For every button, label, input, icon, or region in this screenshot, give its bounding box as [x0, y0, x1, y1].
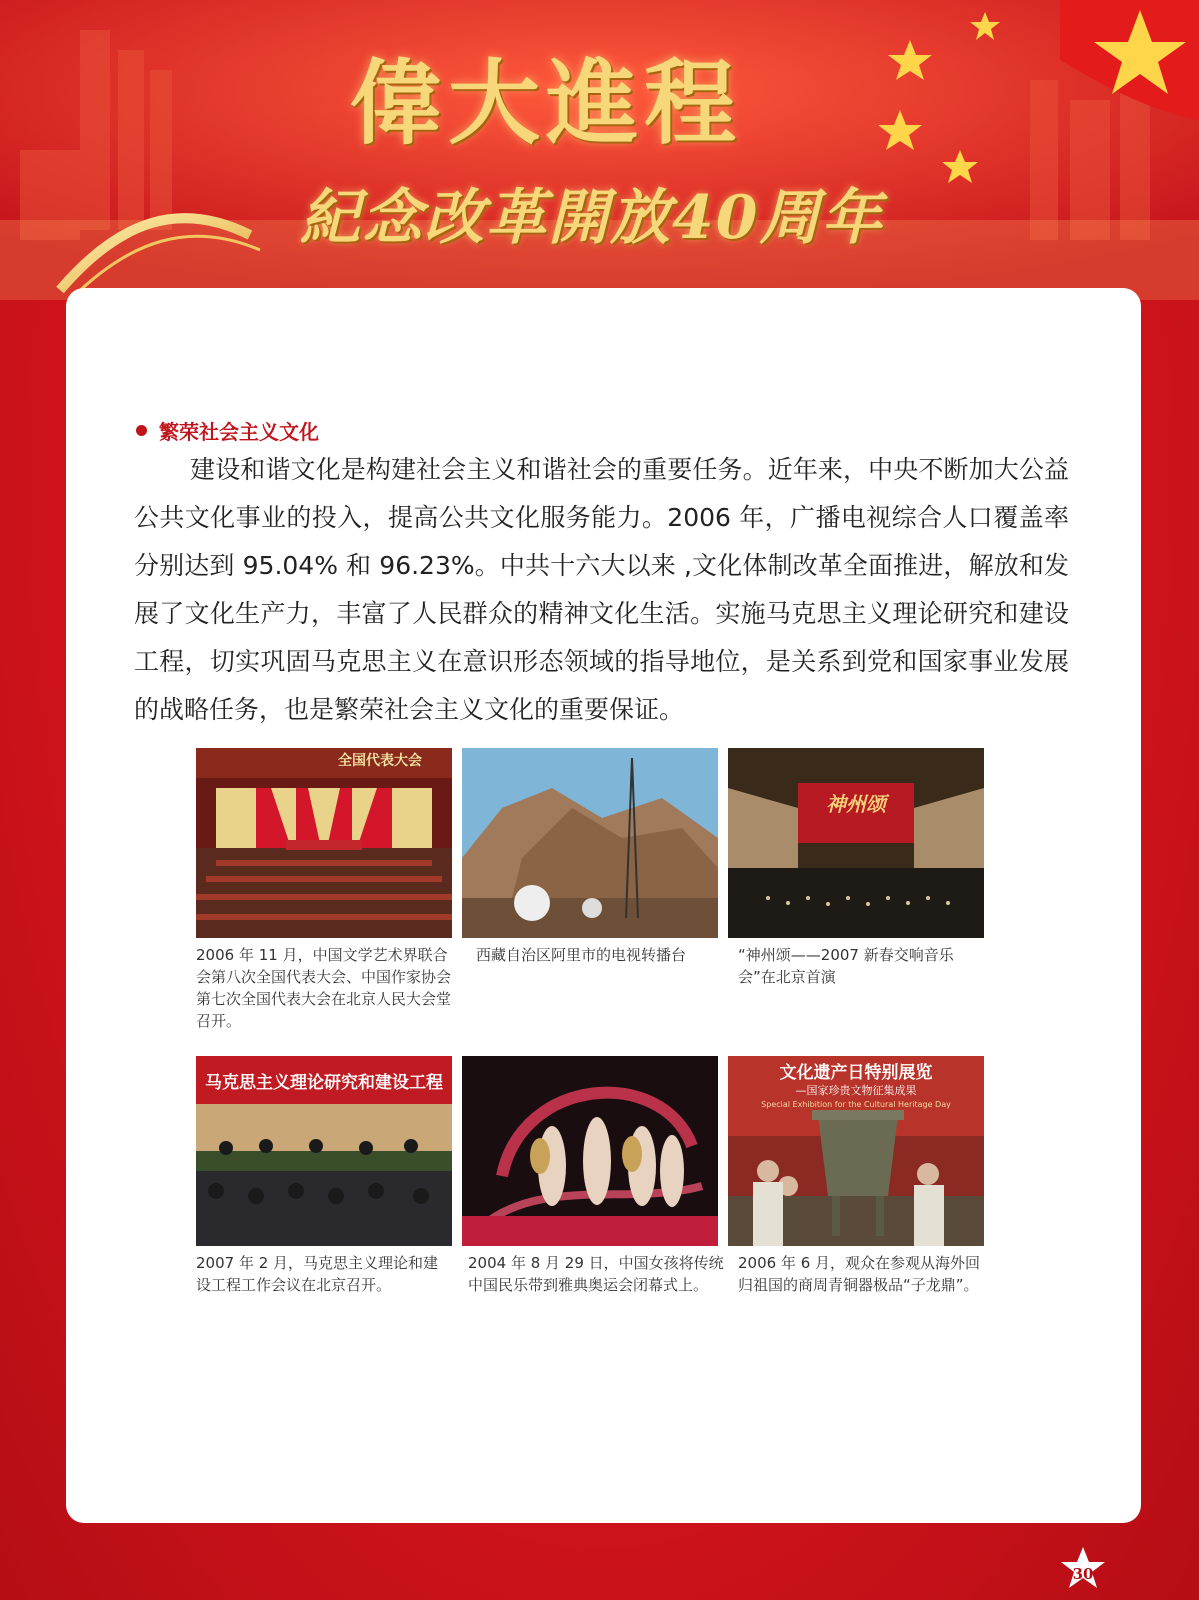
section-header [136, 416, 319, 445]
photo-caption: 2006 年 11 月，中国文学艺术界联合会第八次全国代表大会、中国作家协会第七次全国代表大会在北京人民大会堂召开。 [196, 946, 452, 1030]
photo-caption: “神州颂——2007 新春交响音乐会”在北京首演 [738, 946, 954, 986]
page-number: 30 [1072, 1565, 1094, 1583]
photo-sign-sub: —国家珍贵文物征集成果 [795, 1084, 917, 1097]
concert-hall-photo [728, 748, 984, 938]
photo-caption: 西藏自治区阿里市的电视转播台 [476, 946, 687, 964]
work-conference-photo [196, 1056, 452, 1246]
content-card [66, 288, 1141, 1523]
photo-sign: 全国代表大会 [338, 753, 422, 769]
photo-caption: 2004 年 8 月 29 日，中国女孩将传统中国民乐带到雅典奥运会闭幕式上。 [468, 1254, 724, 1294]
photo-sign-en: Special Exhibition for the Cultural Heritage Day [761, 1100, 951, 1109]
bullet-icon [136, 425, 147, 436]
congress-hall-photo [196, 748, 452, 938]
photo-sign: 马克思主义理论研究和建设工程 [205, 1073, 443, 1093]
photo-caption: 2006 年 6 月，观众在参观从海外回归祖国的商周青铜器极品“子龙鼎”。 [738, 1254, 981, 1294]
banner-title: 偉大進程 [350, 49, 743, 157]
photo-sign: 文化遗产日特别展览 [779, 1063, 933, 1083]
banner-subtitle: 紀念改革開放40周年 [300, 183, 884, 253]
photo-sign: 神州颂 [826, 792, 886, 816]
tv-relay-station-photo [462, 748, 718, 938]
section-body: 建设和谐文化是构建社会主义和谐社会的重要任务。近年来，中央不断加大公益公共文化事业的投入，提高公共文化服务能力。2006 年，广播电视综合人口覆盖率分别达到 95.04% 和 96.23%。中共十六大以来 ,文化体制改革全面推进，解放和发展了文化生产力，丰富了人民群众的精神文化生活。实施马克思主义理论研究和建设工程，切实巩固马克思主义在意识形态领域的指导地位，是关系到党和国家事业发展的战略任务，也是繁荣社会主义文化的重要保证。 [134, 455, 1069, 724]
folk-music-performance-photo [462, 1056, 718, 1246]
photo-caption: 2007 年 2 月，马克思主义理论和建设工程工作会议在北京召开。 [196, 1254, 439, 1294]
bronze-ding-exhibition-photo [728, 1056, 984, 1246]
page-banner [0, 0, 1199, 300]
section-title: 繁荣社会主义文化 [159, 420, 319, 444]
